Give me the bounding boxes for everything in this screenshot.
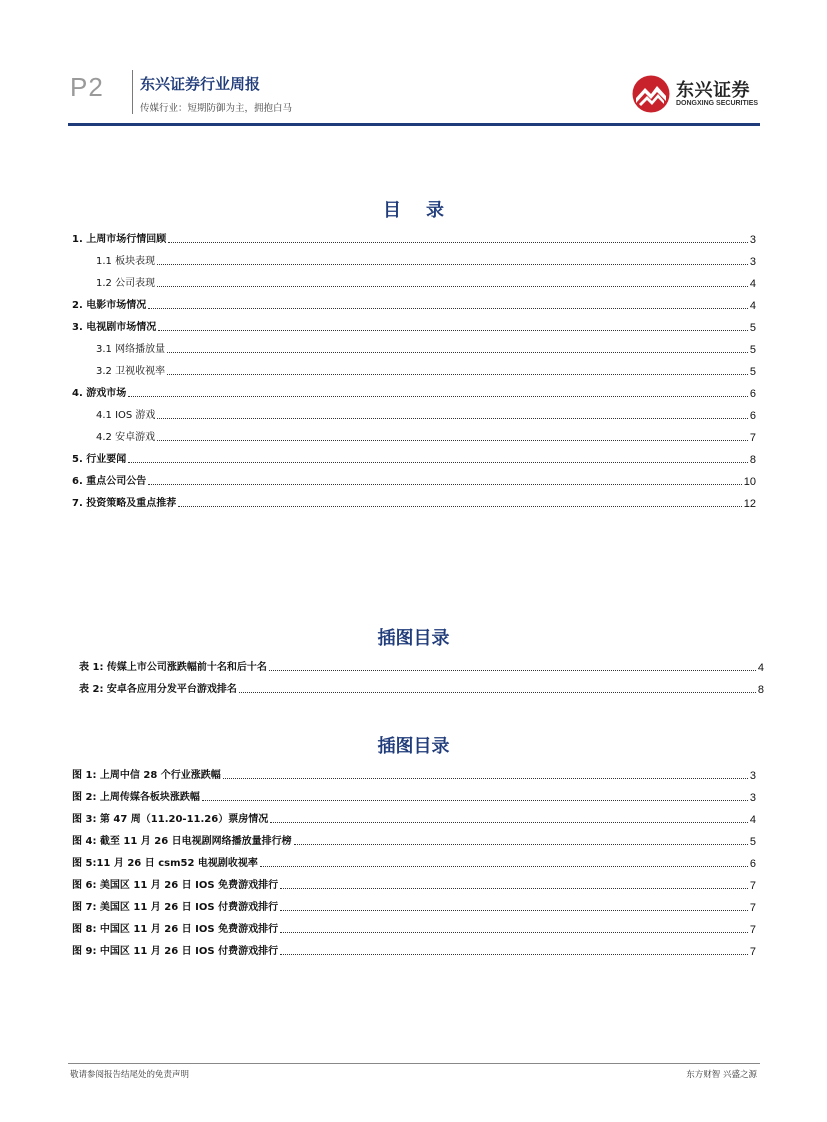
report-subtitle: 传媒行业：短期防御为主，拥抱白马 (140, 103, 293, 114)
toc-entry-label: 3.1 网络播放量 (96, 344, 166, 355)
logo-name-en: DONGXING SECURITIES (676, 100, 759, 107)
figure-entry-page: 7 (749, 924, 756, 936)
leader-dots (280, 931, 748, 933)
toc-entry-label: 1.2 公司表现 (96, 278, 156, 289)
report-title: 东兴证券行业周报 (140, 75, 261, 93)
leader-dots (157, 439, 748, 441)
figure-entry-page: 7 (749, 880, 756, 892)
figure-entry-label: 图 5:11 月 26 日 csm52 电视剧收视率 (72, 858, 258, 869)
contents-heading: 目 录 (382, 200, 445, 221)
footer-disclaimer-note: 敬请参阅报告结尾处的免责声明 (70, 1070, 190, 1080)
leader-dots (223, 777, 748, 779)
leader-dots (167, 351, 748, 353)
figure-entry[interactable] (72, 920, 756, 936)
leader-dots (148, 307, 748, 309)
toc-entry-label: 1.1 板块表现 (96, 256, 156, 267)
leader-dots (157, 285, 748, 287)
leader-dots (294, 843, 748, 845)
table-entry-label: 表 1: 传媒上市公司涨跌幅前十名和后十名 (79, 662, 267, 673)
toc-entry-label: 4.2 安卓游戏 (96, 432, 156, 443)
toc-entry[interactable] (72, 318, 756, 334)
table-entry-page: 4 (757, 662, 764, 674)
leader-dots (157, 263, 748, 265)
figure-entry-label: 图 2: 上周传媒各板块涨跌幅 (72, 792, 200, 803)
figure-entry[interactable] (72, 832, 756, 848)
table-entry[interactable] (79, 658, 764, 674)
toc-entry-label: 3.2 卫视收视率 (96, 366, 166, 377)
footer-slogan: 东方财智 兴盛之源 (686, 1070, 757, 1080)
leader-dots (167, 373, 748, 375)
figure-entry[interactable] (72, 810, 756, 826)
toc-entry-page: 7 (749, 432, 756, 444)
toc-entry-page: 4 (749, 278, 756, 290)
figure-entry-label: 图 4: 截至 11 月 26 日电视剧网络播放量排行榜 (72, 836, 292, 847)
toc-entry-page: 6 (749, 388, 756, 400)
tables-list-heading: 插图目录 (377, 628, 450, 649)
leader-dots (168, 241, 748, 243)
figure-entry-page: 5 (749, 836, 756, 848)
figure-entry-page: 7 (749, 946, 756, 958)
table-entry-label: 表 2: 安卓各应用分发平台游戏排名 (79, 684, 237, 695)
table-entry-page: 8 (757, 684, 764, 696)
figure-entry-page: 4 (749, 814, 756, 826)
company-logo (631, 74, 761, 114)
leader-dots (270, 821, 748, 823)
leader-dots (239, 691, 756, 693)
toc-entry[interactable] (96, 274, 756, 290)
figure-entry-label: 图 6: 美国区 11 月 26 日 IOS 免费游戏排行 (72, 880, 279, 891)
toc-entry[interactable] (72, 230, 756, 246)
toc-entry-page: 8 (749, 454, 756, 466)
toc-entry-label: 3. 电视剧市场情况 (72, 322, 157, 333)
figure-entry-page: 7 (749, 902, 756, 914)
toc-entry-page: 12 (743, 498, 756, 510)
toc-entry[interactable] (96, 340, 756, 356)
figure-entry[interactable] (72, 788, 756, 804)
leader-dots (202, 799, 748, 801)
figure-entry-label: 图 3: 第 47 周（11.20-11.26）票房情况 (72, 814, 269, 825)
toc-entry[interactable] (72, 472, 756, 488)
toc-entry-label: 6. 重点公司公告 (72, 476, 147, 487)
toc-entry[interactable] (72, 450, 756, 466)
toc-entry-label: 1. 上周市场行情回顾 (72, 234, 167, 245)
figures-list-heading: 插图目录 (377, 736, 450, 757)
figure-entry-label: 图 7: 美国区 11 月 26 日 IOS 付费游戏排行 (72, 902, 279, 913)
toc-entry-label: 4. 游戏市场 (72, 388, 127, 399)
toc-entry[interactable] (96, 406, 756, 422)
figure-entry-label: 图 8: 中国区 11 月 26 日 IOS 免费游戏排行 (72, 924, 279, 935)
toc-entry[interactable] (72, 384, 756, 400)
figure-entry[interactable] (72, 898, 756, 914)
toc-entry-label: 4.1 IOS 游戏 (96, 410, 156, 421)
figure-entry-page: 3 (749, 792, 756, 804)
leader-dots (158, 329, 748, 331)
figure-entry-label: 图 1: 上周中信 28 个行业涨跌幅 (72, 770, 221, 781)
leader-dots (128, 395, 748, 397)
toc-entry-page: 3 (749, 256, 756, 268)
leader-dots (157, 417, 747, 419)
header-rule (68, 123, 760, 126)
figure-entry-label: 图 9: 中国区 11 月 26 日 IOS 付费游戏排行 (72, 946, 279, 957)
leader-dots (280, 909, 748, 911)
toc-entry-page: 3 (749, 234, 756, 246)
toc-entry-label: 7. 投资策略及重点推荐 (72, 498, 177, 509)
figure-entry[interactable] (72, 876, 756, 892)
table-entry[interactable] (79, 680, 764, 696)
toc-entry-label: 2. 电影市场情况 (72, 300, 147, 311)
logo-mark-icon (631, 74, 671, 114)
toc-entry-page: 10 (743, 476, 756, 488)
toc-entry[interactable] (96, 252, 756, 268)
header-divider (132, 70, 133, 114)
figure-entry[interactable] (72, 854, 756, 870)
leader-dots (148, 483, 742, 485)
logo-name-cn: 东兴证券 (676, 80, 750, 101)
leader-dots (280, 887, 748, 889)
leader-dots (128, 461, 748, 463)
page-number: P2 (70, 72, 104, 102)
figure-entry-page: 3 (749, 770, 756, 782)
toc-entry[interactable] (96, 362, 756, 378)
leader-dots (280, 953, 748, 955)
toc-entry-page: 6 (749, 410, 756, 422)
figure-entry[interactable] (72, 766, 756, 782)
toc-entry[interactable] (96, 428, 756, 444)
toc-entry-label: 5. 行业要闻 (72, 454, 127, 465)
figure-entry-page: 6 (749, 858, 756, 870)
footer-rule (68, 1063, 760, 1064)
toc-entry-page: 5 (749, 366, 756, 378)
leader-dots (269, 669, 756, 671)
leader-dots (260, 865, 748, 867)
toc-entry-page: 4 (749, 300, 756, 312)
figure-entry[interactable] (72, 942, 756, 958)
toc-entry-page: 5 (749, 344, 756, 356)
toc-entry-page: 5 (749, 322, 756, 334)
leader-dots (178, 505, 742, 507)
toc-entry[interactable] (72, 296, 756, 312)
toc-entry[interactable] (72, 494, 756, 510)
